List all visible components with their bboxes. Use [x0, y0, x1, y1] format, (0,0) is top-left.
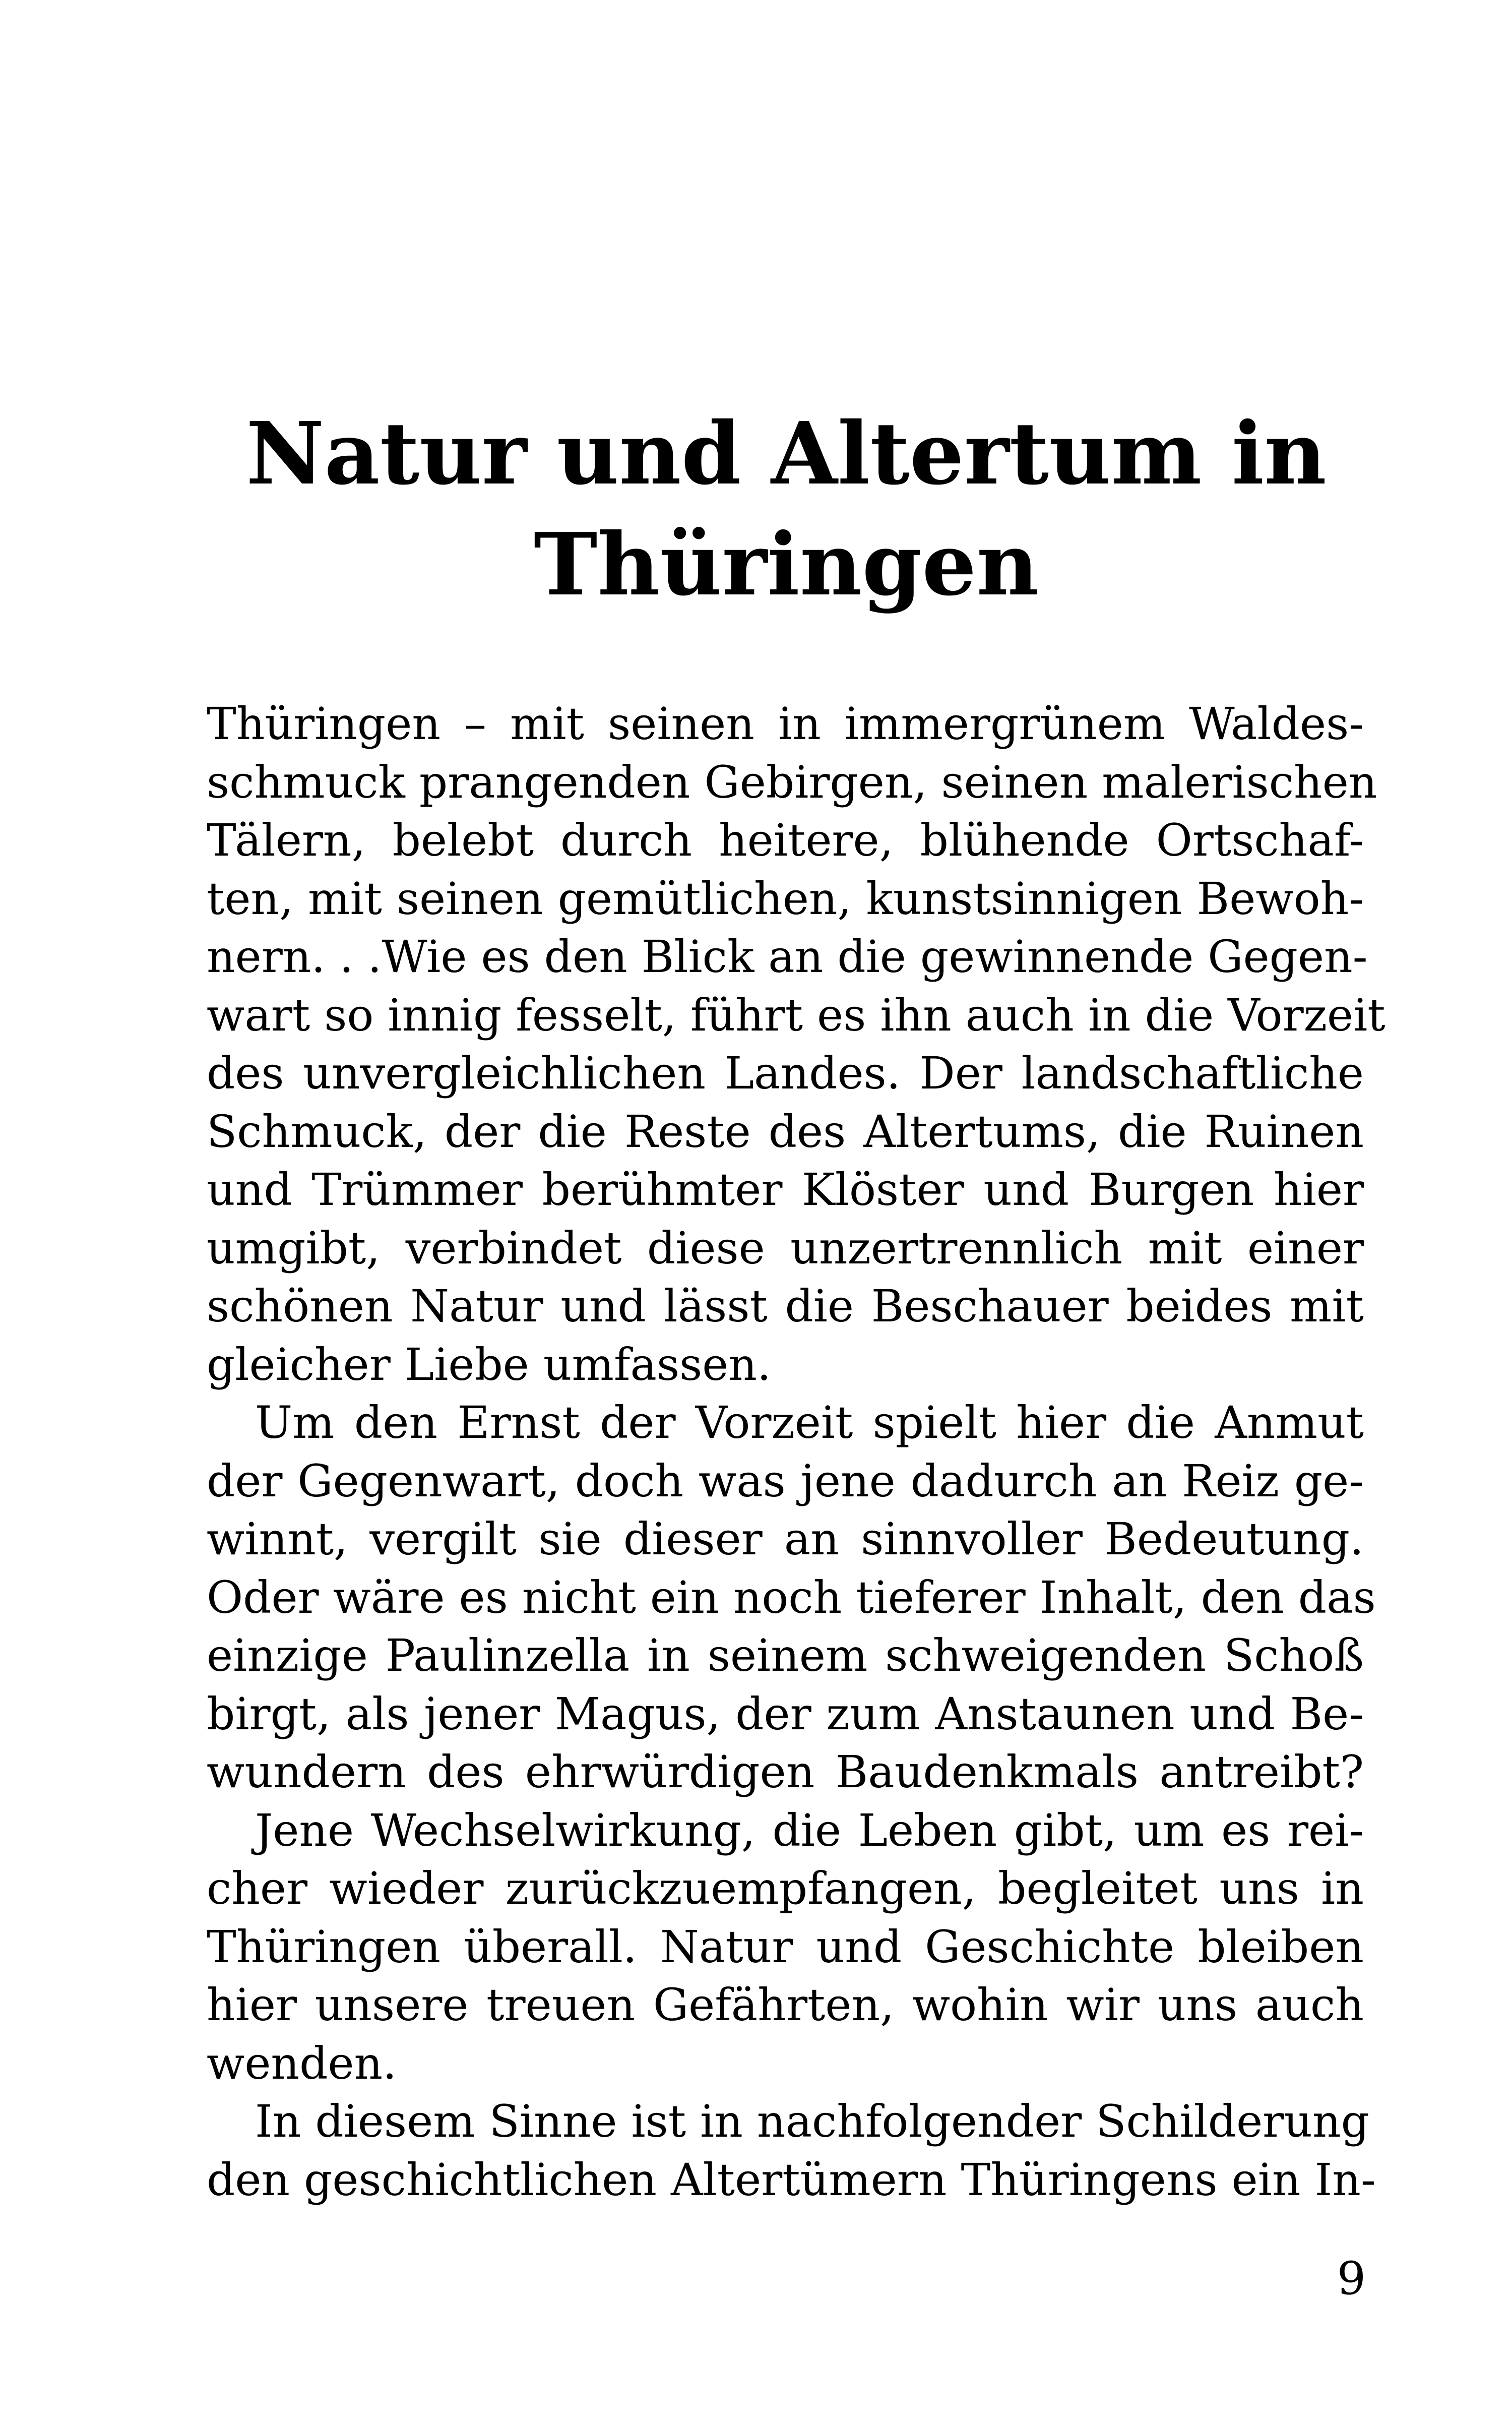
text-line: schmuck prangenden Gebirgen, seinen malerischen — [207, 756, 1377, 808]
text-line: Jene Wechselwirkung, die Leben gibt, um es rei- — [255, 1804, 1364, 1856]
text-line: In diesem Sinne ist in nachfolgender Schilderung — [255, 2095, 1369, 2147]
paragraph-2 — [207, 1394, 1376, 1801]
text-line: der Gegenwart, doch was jene dadurch an Reiz ge- — [207, 1455, 1364, 1507]
paragraph-1 — [207, 695, 1385, 1394]
text-line: ten, mit seinen gemütlichen, kunstsinnigen Bewoh- — [207, 872, 1364, 925]
chapter-title-line-1: Natur und Altertum in — [246, 403, 1327, 504]
text-line: Tälern, belebt durch heitere, blühende Ortschaf- — [207, 814, 1364, 866]
text-line: des unvergleichlichen Landes. Der landschaftliche — [207, 1047, 1364, 1099]
text-line: wenden. — [207, 2037, 397, 2089]
text-line: Thüringen – mit seinen in immergrünem Waldes- — [207, 698, 1364, 750]
text-line: Um den Ernst der Vorzeit spielt hier die Anmut — [255, 1397, 1364, 1448]
chapter-title-line-2: Thüringen — [533, 514, 1039, 615]
paragraph-3 — [207, 1801, 1364, 2093]
text-line: den geschichtlichen Altertümern Thüringens ein In- — [207, 2153, 1376, 2206]
text-line: nern. . .Wie es den Blick an die gewinnende Gegen- — [207, 931, 1368, 983]
text-line: wart so innig fesselt, führt es ihn auch in die Vorzeit — [207, 989, 1385, 1041]
chapter-title — [207, 398, 1366, 620]
text-line: wundern des ehrwürdigen Baudenkmals antreibt? — [207, 1746, 1364, 1798]
text-line: Schmuck, der die Reste des Altertums, die Ruinen — [207, 1105, 1364, 1158]
text-line: schönen Natur und lässt die Beschauer beides mit — [207, 1280, 1364, 1332]
text-line: cher wieder zurückzuempfangen, begleitet uns in — [207, 1862, 1364, 1914]
text-line: Thüringen überall. Natur und Geschichte bleiben — [207, 1920, 1364, 1973]
text-line: einzige Paulinzella in seinem schweigenden Schoß — [207, 1629, 1364, 1681]
text-line: und Trümmer berühmter Klöster und Burgen hier — [207, 1164, 1364, 1216]
page-number: 9 — [1337, 2252, 1366, 2305]
text-line: hier unsere treuen Gefährten, wohin wir uns auch — [207, 1979, 1364, 2031]
body-text — [207, 695, 1385, 2209]
text-line: winnt, vergilt sie dieser an sinnvoller Bedeutung. — [207, 1513, 1364, 1565]
paragraph-4 — [207, 2092, 1376, 2209]
text-line: Oder wäre es nicht ein noch tieferer Inhalt, den das — [207, 1571, 1376, 1623]
text-line: umgibt, verbindet diese unzertrennlich mit einer — [207, 1222, 1364, 1274]
text-line: gleicher Liebe umfassen. — [207, 1338, 772, 1390]
text-line: birgt, als jener Magus, der zum Anstaunen und Be- — [207, 1687, 1364, 1740]
